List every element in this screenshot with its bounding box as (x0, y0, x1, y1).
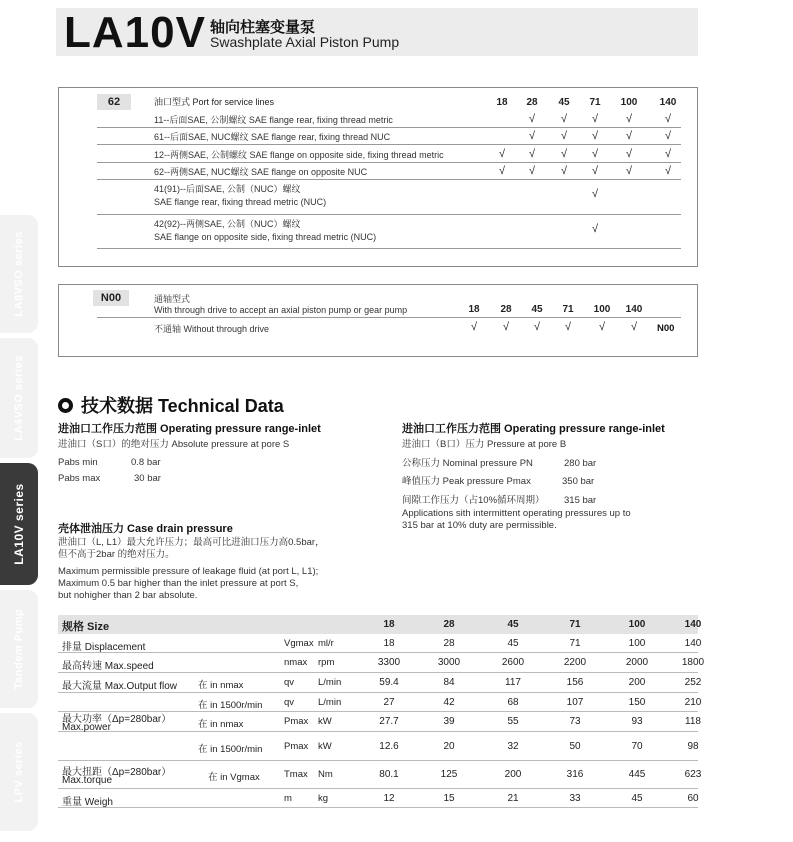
row-value: 70 (631, 741, 643, 752)
row-condition: 在 in Vgmax (208, 772, 260, 783)
shaft-code: N00 (93, 290, 129, 306)
check-mark: √ (498, 165, 506, 177)
row-value: 42 (443, 697, 455, 708)
peak-label: 峰值压力 Peak pressure Pmax (402, 476, 531, 487)
port-option-line1: 62--两侧SAE, NUC螺纹 SAE flange on opposite NUC (154, 167, 368, 177)
row-value: 125 (440, 769, 458, 780)
title-cn: 轴向柱塞变量泵 (210, 19, 316, 36)
row-value: 28 (443, 638, 455, 649)
pabs-max-label: Pabs max (58, 473, 101, 484)
row-value: 2000 (625, 657, 649, 668)
check-mark: √ (591, 223, 599, 235)
intermittent-note1: Applications sith intermittent operating pressures up to (402, 508, 631, 519)
row-value: 2200 (563, 657, 587, 668)
row-symbol: qv (284, 677, 295, 688)
inlet-s-desc: 进油口（S口）的绝对压力 Absolute pressure at pore S (58, 439, 290, 450)
shaft-row-label: 不通轴 Without through drive (154, 324, 270, 334)
row-value: 316 (566, 769, 584, 780)
row-symbol: Pmax (284, 741, 309, 752)
table-header-size: 18 (383, 619, 395, 630)
row-label-en: Max.torque (62, 775, 113, 786)
row-value: 80.1 (379, 769, 399, 780)
pabs-max-value: 30 bar (134, 473, 161, 484)
row-value: 60 (687, 793, 699, 804)
row-label: 最大扭距（Δp=280bar） (62, 767, 172, 778)
tech-section-title: 技术数据 Technical Data (58, 392, 284, 418)
side-tab-la10v[interactable]: LA10V series (0, 463, 38, 585)
port-option-line1: 41(91)--后面SAE, 公制（NUC）螺纹 (154, 184, 301, 194)
inlet-s-title: 进油口工作压力范围 Operating pressure range-inlet (58, 423, 321, 435)
row-value: 623 (684, 769, 702, 780)
row-unit: rpm (318, 657, 335, 668)
row-unit: kW (318, 716, 332, 727)
shaft-size-header: 140 (625, 304, 643, 315)
check-mark: √ (625, 130, 633, 142)
port-option-line2: SAE flange on opposite side, fixing thread metric (NUC) (154, 232, 377, 242)
side-tab-la8vso[interactable]: LA8VSO series (0, 215, 38, 333)
intermittent-note2: 315 bar at 10% duty are permissible. (402, 520, 557, 531)
check-mark: √ (528, 148, 536, 160)
inlet-b-title: 进油口工作压力范围 Operating pressure range-inlet (402, 423, 665, 435)
row-condition: 在 in 1500r/min (198, 744, 263, 755)
nominal-label: 公称压力 Nominal pressure PN (402, 458, 533, 469)
shaft-label-en: With through drive to accept an axial piston pump or gear pump (154, 305, 408, 315)
port-option-line1: 42(92)--两侧SAE, 公制（NUC）螺纹 (154, 219, 301, 229)
case-drain-cn1: 泄油口（L, L1）最大允许压力；最高可比进油口压力高0.5bar， (58, 537, 325, 548)
check-mark: √ (470, 321, 478, 333)
row-unit: L/min (318, 677, 342, 688)
table-row (58, 732, 698, 761)
row-label: 最大流量 Max.Output flow (62, 681, 178, 692)
row-symbol: nmax (284, 657, 308, 668)
check-mark: √ (664, 130, 672, 142)
check-mark: √ (591, 188, 599, 200)
table-row (58, 653, 705, 673)
row-value: 150 (628, 697, 646, 708)
row-value: 210 (684, 697, 702, 708)
check-mark: √ (498, 148, 506, 160)
shaft-label-cn: 通轴型式 (154, 294, 191, 304)
row-label: 最高转速 Max.speed (62, 661, 154, 672)
port-option-line1: 11--后面SAE, 公制螺纹 SAE flange rear, fixing thread metric (154, 115, 393, 125)
shaft-row-code: N00 (657, 323, 675, 334)
row-symbol: Tmax (284, 769, 308, 780)
check-mark: √ (625, 148, 633, 160)
shaft-size-header: 45 (531, 304, 543, 315)
row-value: 3300 (377, 657, 401, 668)
row-value: 200 (504, 769, 522, 780)
page-header (56, 8, 698, 56)
check-mark: √ (664, 148, 672, 160)
check-mark: √ (591, 165, 599, 177)
port-size-header: 71 (589, 97, 601, 108)
check-mark: √ (528, 130, 536, 142)
shaft-size-header: 18 (468, 304, 480, 315)
model-title: LA10V (64, 8, 206, 57)
row-value: 100 (628, 638, 646, 649)
row-value: 107 (566, 697, 584, 708)
row-value: 156 (566, 677, 584, 688)
case-drain-cn2: 但不高于2bar 的绝对压力。 (58, 549, 175, 560)
row-value: 20 (443, 741, 455, 752)
row-value: 1800 (681, 657, 705, 668)
row-value: 15 (443, 793, 455, 804)
row-value: 3000 (437, 657, 461, 668)
table-row (58, 789, 698, 808)
section-bullet-icon (58, 398, 73, 413)
row-value: 21 (507, 793, 519, 804)
row-value: 200 (628, 677, 646, 688)
title-en: Swashplate Axial Piston Pump (210, 34, 400, 50)
row-label: 最大功率（Δp=280bar） (62, 714, 172, 725)
row-symbol: Pmax (284, 716, 309, 727)
row-symbol: Vgmax (284, 638, 314, 649)
row-unit: ml/r (318, 638, 334, 649)
row-label-en: Max.power (62, 722, 111, 733)
table-row (58, 634, 702, 653)
row-value: 50 (569, 741, 581, 752)
table-row (58, 712, 701, 733)
row-value: 252 (684, 677, 702, 688)
port-size-header: 45 (558, 97, 570, 108)
row-unit: L/min (318, 697, 342, 708)
case-drain-en3: but nohigher than 2 bar absolute. (58, 590, 198, 601)
row-value: 84 (443, 677, 455, 688)
check-mark: √ (630, 321, 638, 333)
side-tabs (0, 215, 38, 842)
table-header-label: 规格 Size (62, 621, 110, 633)
row-unit: Nm (318, 769, 333, 780)
port-option-line1: 61--后面SAE, NUC螺纹 SAE flange rear, fixing thread NUC (154, 132, 391, 142)
row-value: 12 (383, 793, 395, 804)
row-value: 45 (507, 638, 519, 649)
check-mark: √ (533, 321, 541, 333)
table-header-row (58, 615, 702, 634)
port-size-header: 140 (659, 97, 677, 108)
check-mark: √ (560, 148, 568, 160)
row-value: 32 (507, 741, 519, 752)
table-header-size: 71 (569, 619, 581, 630)
port-size-header: 28 (526, 97, 538, 108)
row-label: 排量 Displacement (62, 642, 146, 653)
row-unit: kg (318, 793, 329, 804)
row-value: 445 (628, 769, 646, 780)
table-row (58, 761, 702, 789)
shaft-size-header: 100 (593, 304, 611, 315)
row-value: 117 (505, 677, 521, 688)
row-value: 68 (507, 697, 519, 708)
row-value: 2600 (501, 657, 525, 668)
table-header-size: 100 (628, 619, 646, 630)
row-value: 12.6 (379, 741, 399, 752)
side-tab-lpv[interactable]: LPV series (0, 713, 38, 831)
table-row (58, 673, 702, 693)
row-value: 27 (383, 697, 395, 708)
intermittent-value: 315 bar (564, 495, 597, 506)
inlet-b-desc: 进油口（B口）压力 Pressure at pore B (402, 439, 567, 450)
table-header-size: 140 (684, 619, 702, 630)
row-value: 98 (687, 741, 699, 752)
check-mark: √ (560, 113, 568, 125)
check-mark: √ (664, 113, 672, 125)
port-label: 油口型式 Port for service lines (154, 97, 275, 107)
check-mark: √ (560, 130, 568, 142)
check-mark: √ (502, 321, 510, 333)
check-mark: √ (591, 130, 599, 142)
table-header-size: 45 (507, 619, 519, 630)
row-value: 93 (631, 716, 643, 727)
row-condition: 在 in nmax (198, 680, 244, 691)
port-code: 62 (97, 94, 131, 110)
check-mark: √ (598, 321, 606, 333)
check-mark: √ (625, 165, 633, 177)
row-value: 59.4 (379, 677, 399, 688)
row-label: 重量 Weigh (62, 797, 113, 808)
case-drain-en1: Maximum permissible pressure of leakage fluid (at port L, L1); (58, 566, 319, 577)
port-option-line2: SAE flange rear, fixing thread metric (NUC) (154, 197, 327, 207)
nominal-value: 280 bar (564, 458, 597, 469)
check-mark: √ (591, 113, 599, 125)
pabs-min-value: 0.8 bar (131, 457, 161, 468)
port-size-header: 18 (496, 97, 508, 108)
row-value: 71 (569, 638, 581, 649)
side-tab-tandem[interactable]: Tandem Pump (0, 590, 38, 708)
check-mark: √ (664, 165, 672, 177)
check-mark: √ (528, 165, 536, 177)
pabs-min-label: Pabs min (58, 457, 98, 468)
row-condition: 在 in nmax (198, 719, 244, 730)
row-value: 39 (443, 716, 455, 727)
port-option-line1: 12--两侧SAE, 公制螺纹 SAE flange on opposite side, fixing thread metric (154, 150, 444, 160)
side-tab-la4vso[interactable]: LA4VSO series (0, 338, 38, 458)
row-value: 27.7 (379, 716, 399, 727)
case-drain-title: 壳体泄油压力 Case drain pressure (58, 523, 233, 535)
row-value: 140 (684, 638, 702, 649)
peak-value: 350 bar (562, 476, 595, 487)
table-header-size: 28 (443, 619, 455, 630)
row-value: 33 (569, 793, 581, 804)
row-value: 18 (383, 638, 395, 649)
port-size-header: 100 (620, 97, 638, 108)
row-symbol: qv (284, 697, 295, 708)
check-mark: √ (560, 165, 568, 177)
check-mark: √ (528, 113, 536, 125)
row-value: 55 (507, 716, 519, 727)
row-value: 45 (631, 793, 643, 804)
shaft-size-header: 71 (562, 304, 574, 315)
row-value: 118 (685, 716, 701, 727)
row-symbol: m (284, 793, 292, 804)
check-mark: √ (625, 113, 633, 125)
check-mark: √ (564, 321, 572, 333)
intermittent-label: 间隙工作压力（占10%循环周期） (402, 495, 545, 506)
row-unit: kW (318, 741, 332, 752)
case-drain-en2: Maximum 0.5 bar higher than the inlet pressure at port S, (58, 578, 299, 589)
shaft-size-header: 28 (500, 304, 512, 315)
check-mark: √ (591, 148, 599, 160)
row-condition: 在 in 1500r/min (198, 700, 263, 711)
row-value: 73 (569, 716, 581, 727)
